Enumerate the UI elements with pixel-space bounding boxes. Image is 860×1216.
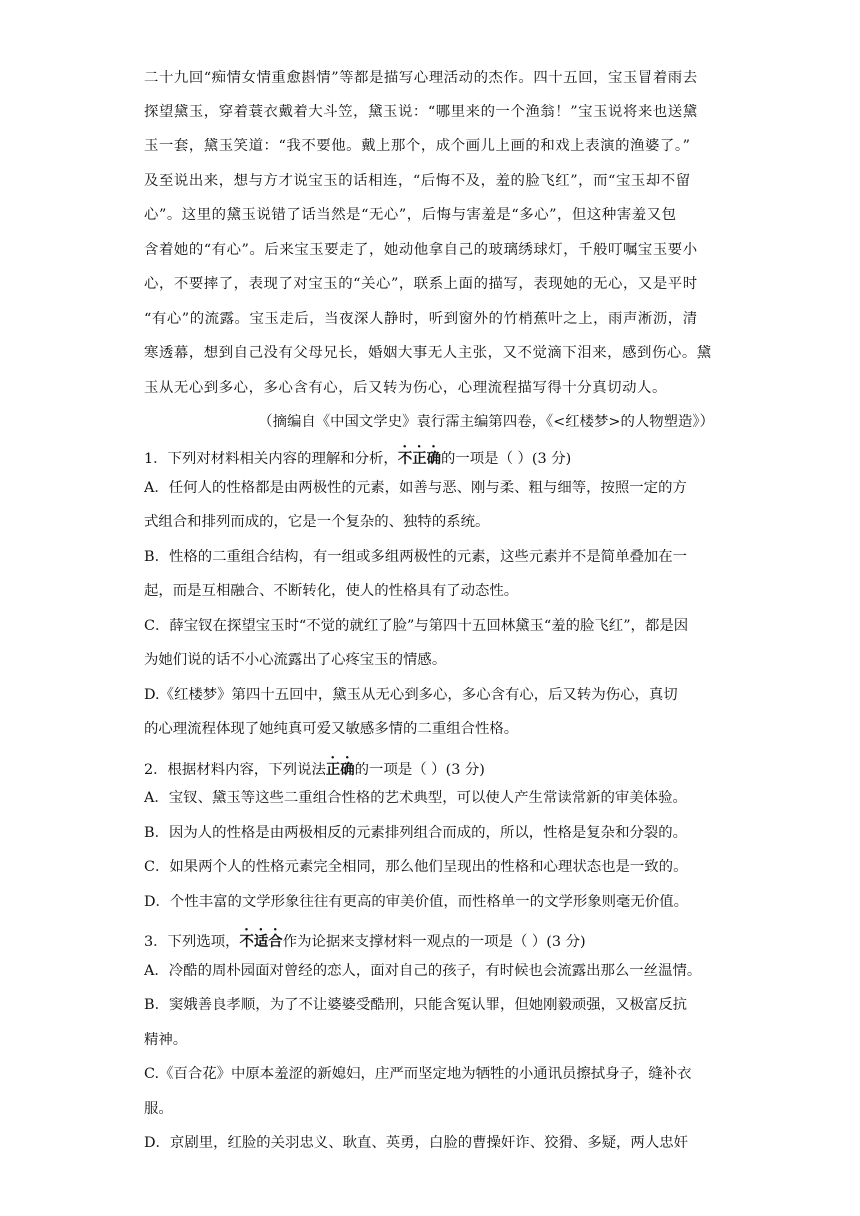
question-1-stem bbox=[144, 443, 571, 469]
passage-line: 玉从无心到多心，多心含有心，后又转为伤心，心理流程描写得十分真切动人。 bbox=[144, 380, 667, 396]
passage-line: 玉一套，黛玉笑道：“我不要他。戴上那个，成个画儿上画的和戏上表演的渔婆了。” bbox=[144, 138, 691, 154]
question-3-stem bbox=[144, 926, 586, 952]
question-emphasis: 不正确 bbox=[397, 451, 441, 467]
question-1-option-line: 为她们说的话不小心流露出了心疼宝玉的情感。 bbox=[144, 652, 447, 668]
passage-line: 二十九回“痴情女情重愈斟情”等都是描写心理活动的杰作。四十五回，宝玉冒着雨去 bbox=[144, 70, 698, 86]
question-3-option-line: A．冷酷的周朴园面对曾经的恋人，面对自己的孩子，有时候也会流露出那么一丝温情。 bbox=[144, 963, 702, 979]
question-1-option-line: C．薛宝钗在探望宝玉时“不觉的就红了脸”与第四十五回林黛玉“羞的脸飞红”，都是因 bbox=[144, 618, 689, 634]
question-3-option-line: 服。 bbox=[144, 1101, 173, 1117]
question-2-option-line: B．因为人的性格是由两极相反的元素排列组合而成的，所以，性格是复杂和分裂的。 bbox=[144, 825, 688, 841]
question-stem-suffix: 的一项是（ ）(3 分) bbox=[441, 451, 572, 467]
question-2-option-line: A．宝钗、黛玉等这些二重组合性格的艺术典型，可以使人产生常读常新的审美体验。 bbox=[144, 790, 687, 806]
question-emphasis: 正确 bbox=[325, 762, 355, 778]
passage-line: 及至说出来，想与方才说宝玉的话相连，“后悔不及，羞的脸飞红”，而“宝玉却不留 bbox=[144, 173, 691, 189]
question-1-option-line: B．性格的二重组合结构，有一组或多组两极性的元素，这些元素并不是简单叠加在一 bbox=[144, 549, 688, 565]
question-3-option-line: B．窦娥善良孝顺，为了不让婆婆受酷刑，只能含冤认罪，但她刚毅顽强，又极富反抗 bbox=[144, 997, 688, 1013]
question-1-option-line: 起，而是互相融合、不断转化，使人的性格具有了动态性。 bbox=[144, 583, 519, 599]
passage-line: 心”。这里的黛玉说错了话当然是“无心”，后悔与害羞是“多心”，但这种害羞又包 bbox=[144, 207, 677, 223]
question-2-stem bbox=[144, 754, 485, 780]
source-citation: （摘编自《中国文学史》袁行霈主编第四卷，《<红楼梦>的人物塑造》） bbox=[258, 414, 714, 430]
question-1-option-line: 的心理流程体现了她纯真可爱又敏感多情的二重组合性格。 bbox=[144, 721, 519, 737]
question-3-option-line: 精神。 bbox=[144, 1032, 188, 1048]
passage-line: 心，不要摔了，表现了对宝玉的“关心”，联系上面的描写，表现她的无心，又是平时 bbox=[144, 276, 698, 292]
question-stem-suffix: 作为论据来支撑材料一观点的一项是（ ）(3 分) bbox=[282, 934, 586, 950]
question-1-option-line: D.《红楼梦》第四十五回中，黛玉从无心到多心，多心含有心，后又转为伤心，真切 bbox=[144, 687, 678, 703]
passage-line: 寒透幕，想到自己没有父母兄长，婚姻大事无人主张，又不觉滴下泪来，感到伤心。黛 bbox=[144, 345, 712, 361]
question-stem-suffix: 的一项是（ ）(3 分) bbox=[354, 762, 485, 778]
question-1-option-line: A．任何人的性格都是由两极性的元素，如善与恶、刚与柔、粗与细等，按照一定的方 bbox=[144, 480, 687, 496]
passage-line: “有心”的流露。宝玉走后，当夜深人静时，听到窗外的竹梢蕉叶之上，雨声淅沥，清 bbox=[144, 311, 698, 327]
question-stem-prefix: 1．下列对材料相关内容的理解和分析， bbox=[144, 451, 398, 467]
question-3-option-line: D．京剧里，红脸的关羽忠义、耿直、英勇，白脸的曹操奸诈、狡猾、多疑，两人忠奸 bbox=[144, 1135, 688, 1151]
passage-line: 含着她的“有心”。后来宝玉要走了，她动他拿自己的玻璃绣球灯，千般叮嘱宝玉要小 bbox=[144, 242, 698, 258]
passage-line: 探望黛玉，穿着蓑衣戴着大斗笠，黛玉说：“哪里来的一个渔翁！”宝玉说将来也送黛 bbox=[144, 104, 698, 120]
question-3-option-line: C.《百合花》中原本羞涩的新媳妇，庄严而坚定地为牺牲的小通讯员擦拭身子，缝补衣 bbox=[144, 1066, 692, 1082]
question-emphasis: 不适合 bbox=[239, 934, 283, 950]
question-stem-prefix: 2．根据材料内容，下列说法 bbox=[144, 762, 326, 778]
question-2-option-line: D．个性丰富的文学形象往往有更高的审美价值，而性格单一的文学形象则毫无价值。 bbox=[144, 894, 688, 910]
question-2-option-line: C．如果两个人的性格元素完全相同，那么他们呈现出的性格和心理状态也是一致的。 bbox=[144, 859, 688, 875]
question-1-option-line: 式组合和排列而成的，它是一个复杂的、独特的系统。 bbox=[144, 514, 490, 530]
question-stem-prefix: 3．下列选项， bbox=[144, 934, 240, 950]
